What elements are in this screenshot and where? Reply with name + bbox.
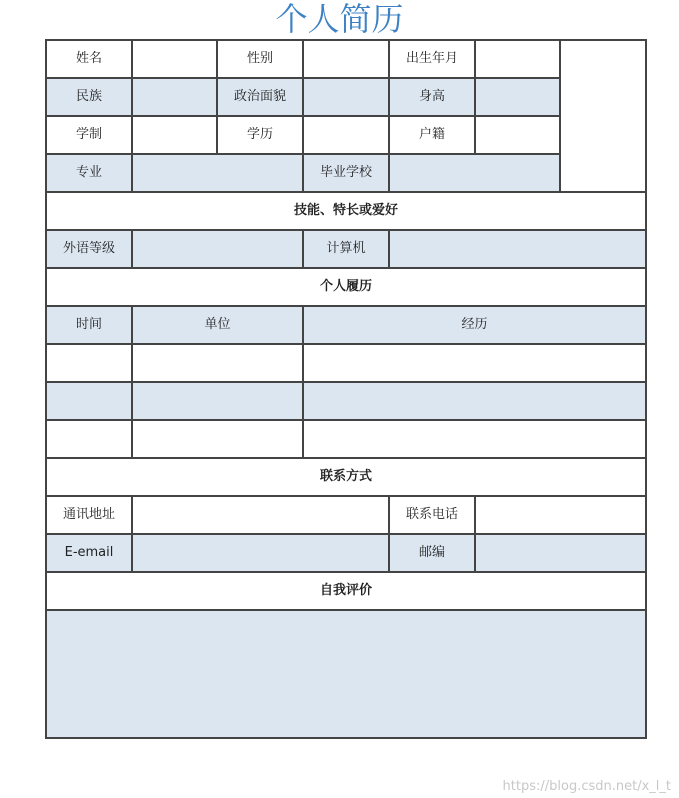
address-label: 通讯地址 xyxy=(46,496,132,534)
table-row xyxy=(46,382,646,420)
time-cell[interactable] xyxy=(46,344,132,382)
language-value-cell[interactable] xyxy=(132,230,303,268)
computer-value-cell[interactable] xyxy=(389,230,646,268)
unit-column-header: 单位 xyxy=(132,306,303,344)
birth-value-cell[interactable] xyxy=(475,40,560,78)
gender-label: 性别 xyxy=(217,40,303,78)
contact-section-header: 联系方式 xyxy=(46,458,646,496)
education-label: 学历 xyxy=(217,116,303,154)
schooling-value-cell[interactable] xyxy=(132,116,217,154)
self-evaluation-cell[interactable] xyxy=(46,610,646,738)
school-label: 毕业学校 xyxy=(303,154,389,192)
watermark: https://blog.csdn.net/x_l_t xyxy=(502,779,671,794)
experience-cell[interactable] xyxy=(303,420,646,458)
politics-label: 政治面貌 xyxy=(217,78,303,116)
experience-cell[interactable] xyxy=(303,382,646,420)
experience-column-header: 经历 xyxy=(303,306,646,344)
page-title: 个人简历 xyxy=(275,0,404,38)
time-cell[interactable] xyxy=(46,420,132,458)
email-label: E-email xyxy=(46,534,132,572)
gender-value-cell[interactable] xyxy=(303,40,389,78)
table-row xyxy=(46,420,646,458)
time-cell[interactable] xyxy=(46,382,132,420)
resume-section-header: 个人履历 xyxy=(46,268,646,306)
email-value-cell[interactable] xyxy=(132,534,389,572)
postcode-value-cell[interactable] xyxy=(475,534,646,572)
unit-cell[interactable] xyxy=(132,382,303,420)
address-value-cell[interactable] xyxy=(132,496,389,534)
skills-section-header: 技能、特长或爱好 xyxy=(46,192,646,230)
ethnicity-value-cell[interactable] xyxy=(132,78,217,116)
schooling-label: 学制 xyxy=(46,116,132,154)
resume-table xyxy=(45,39,647,739)
language-label: 外语等级 xyxy=(46,230,132,268)
ethnicity-label: 民族 xyxy=(46,78,132,116)
name-label: 姓名 xyxy=(46,40,132,78)
major-value-cell[interactable] xyxy=(132,154,303,192)
education-value-cell[interactable] xyxy=(303,116,389,154)
unit-cell[interactable] xyxy=(132,344,303,382)
height-label: 身高 xyxy=(389,78,475,116)
hukou-label: 户籍 xyxy=(389,116,475,154)
self-evaluation-section-header: 自我评价 xyxy=(46,572,646,610)
politics-value-cell[interactable] xyxy=(303,78,389,116)
postcode-label: 邮编 xyxy=(389,534,475,572)
name-value-cell[interactable] xyxy=(132,40,217,78)
hukou-value-cell[interactable] xyxy=(475,116,560,154)
phone-value-cell[interactable] xyxy=(475,496,646,534)
computer-label: 计算机 xyxy=(303,230,389,268)
experience-cell[interactable] xyxy=(303,344,646,382)
school-value-cell[interactable] xyxy=(389,154,560,192)
birth-label: 出生年月 xyxy=(389,40,475,78)
time-column-header: 时间 xyxy=(46,306,132,344)
major-label: 专业 xyxy=(46,154,132,192)
height-value-cell[interactable] xyxy=(475,78,560,116)
unit-cell[interactable] xyxy=(132,420,303,458)
photo-cell[interactable] xyxy=(560,40,646,192)
phone-label: 联系电话 xyxy=(389,496,475,534)
table-row xyxy=(46,344,646,382)
